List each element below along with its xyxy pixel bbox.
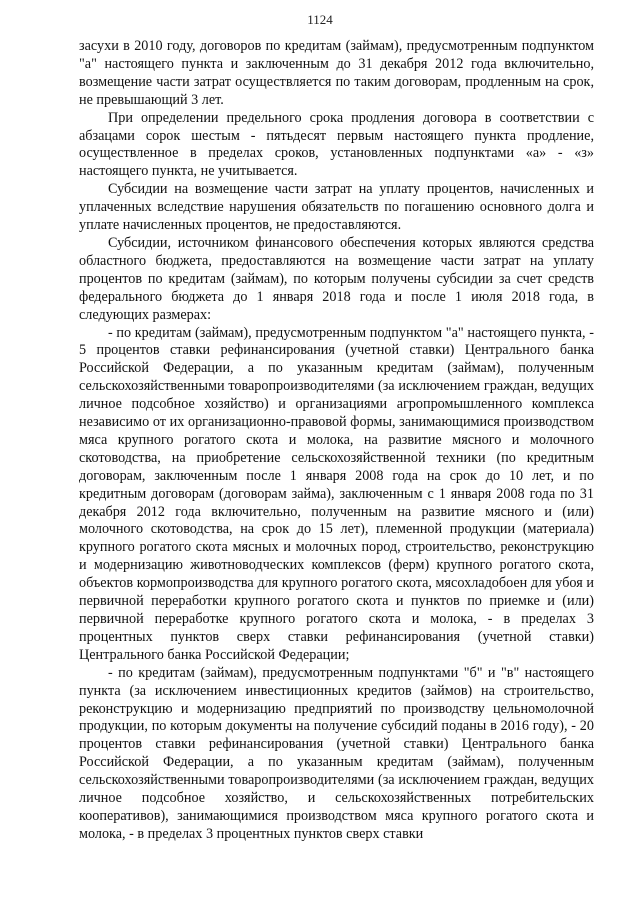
list-item-subpoints-b-v: - по кредитам (займам), предусмотренным подпунктами "б" и "в" настоящего пункта (за исключением инвестиционных кредитов (займов) на строительство, реконструкцию и модернизацию предприятий по производству цельномолочной продукции, по которым документы на получение субсидий поданы в 2016 году), - 20 процентов ставки рефинансирования (учетной ставки) Центрального банка Российской Федерации, а по указанным кредитам (займам), полученным сельскохозяйственными товаропроизводителями (за исключением граждан, ведущих личное подсобное хозяйство, и сельскохозяйственных потребительских кооперативов), занимающимися производством мяса крупного рогатого скота и молока, - в пределах 3 процентных пунктов сверх ставки <box>79 664 594 842</box>
list-item-subpoint-a: - по кредитам (займам), предусмотренным подпунктом "а" настоящего пункта, - 5 процентов ставки рефинансирования (учетной ставки) Центрального банка Российской Федерации, а по указанным кредитам (займам), полученным сельскохозяйственными товаропроизводителями (за исключением граждан, ведущих личное подсобное хозяйство) и организациями агропромышленного комплекса независимо от их организационно-правовой формы, занимающимися производством мяса крупного рогатого скота и молока, на развитие мясного и молочного скотоводства, на приобретение сельскохозяйственной техники (по кредитным договорам, заключенным после 1 января 2008 года на срок до 10 лет, и по кредитным договорам (договорам займа), заключенным с 1 января 2008 года по 31 декабря 2012 года включительно, полученным на развитие мясного и (или) молочного скотоводства, на срок до 15 лет), племенной продукции (материала) крупного рогатого скота мясных и молочных пород, строительство, реконструкцию и модернизацию животноводческих комплексов (ферм) крупного рогатого скота, объектов кормопроизводства для крупного рогатого скота, мясохладобоен для убоя и первичной переработки крупного рогатого скота и пунктов по приемке и (или) первичной переработке крупного рогатого скота и молока, - в пределах 3 процентных пунктов сверх ставки рефинансирования (учетной ставки) Центрального банка Российской Федерации; <box>79 324 594 663</box>
paragraph-extension-term: При определении предельного срока продления договора в соответствии с абзацами сорок шестым - пятьдесят первым настоящего пункта продление, осуществленное в пределах сроков, установленных подпунктами «а» - «з» настоящего пункта, не учитывается. <box>79 109 594 180</box>
paragraph-regional-subsidies: Субсидии, источником финансового обеспечения которых являются средства областного бюджета, предоставляются на возмещение части затрат на уплату процентов по кредитам (займам), по которым получены субсидии за счет средств федерального бюджета до 1 января 2018 года и после 1 июля 2018 года, в следующих размерах: <box>79 234 594 323</box>
paragraph-continuation: засухи в 2010 году, договоров по кредитам (займам), предусмотренным подпунктом "а" настоящего пункта и заключенным до 31 декабря 2012 года включительно, возмещение части затрат осуществляется по таким договорам, продленным на срок, не превышающий 3 лет. <box>79 38 594 108</box>
paragraph-penalty-interest: Субсидии на возмещение части затрат на уплату процентов, начисленных и уплаченных вследствие нарушения обязательств по погашению основного долга и уплате начисленных процентов, не предоставляются. <box>79 181 594 234</box>
page-number: 1124 <box>307 12 333 27</box>
document-body <box>79 38 594 844</box>
